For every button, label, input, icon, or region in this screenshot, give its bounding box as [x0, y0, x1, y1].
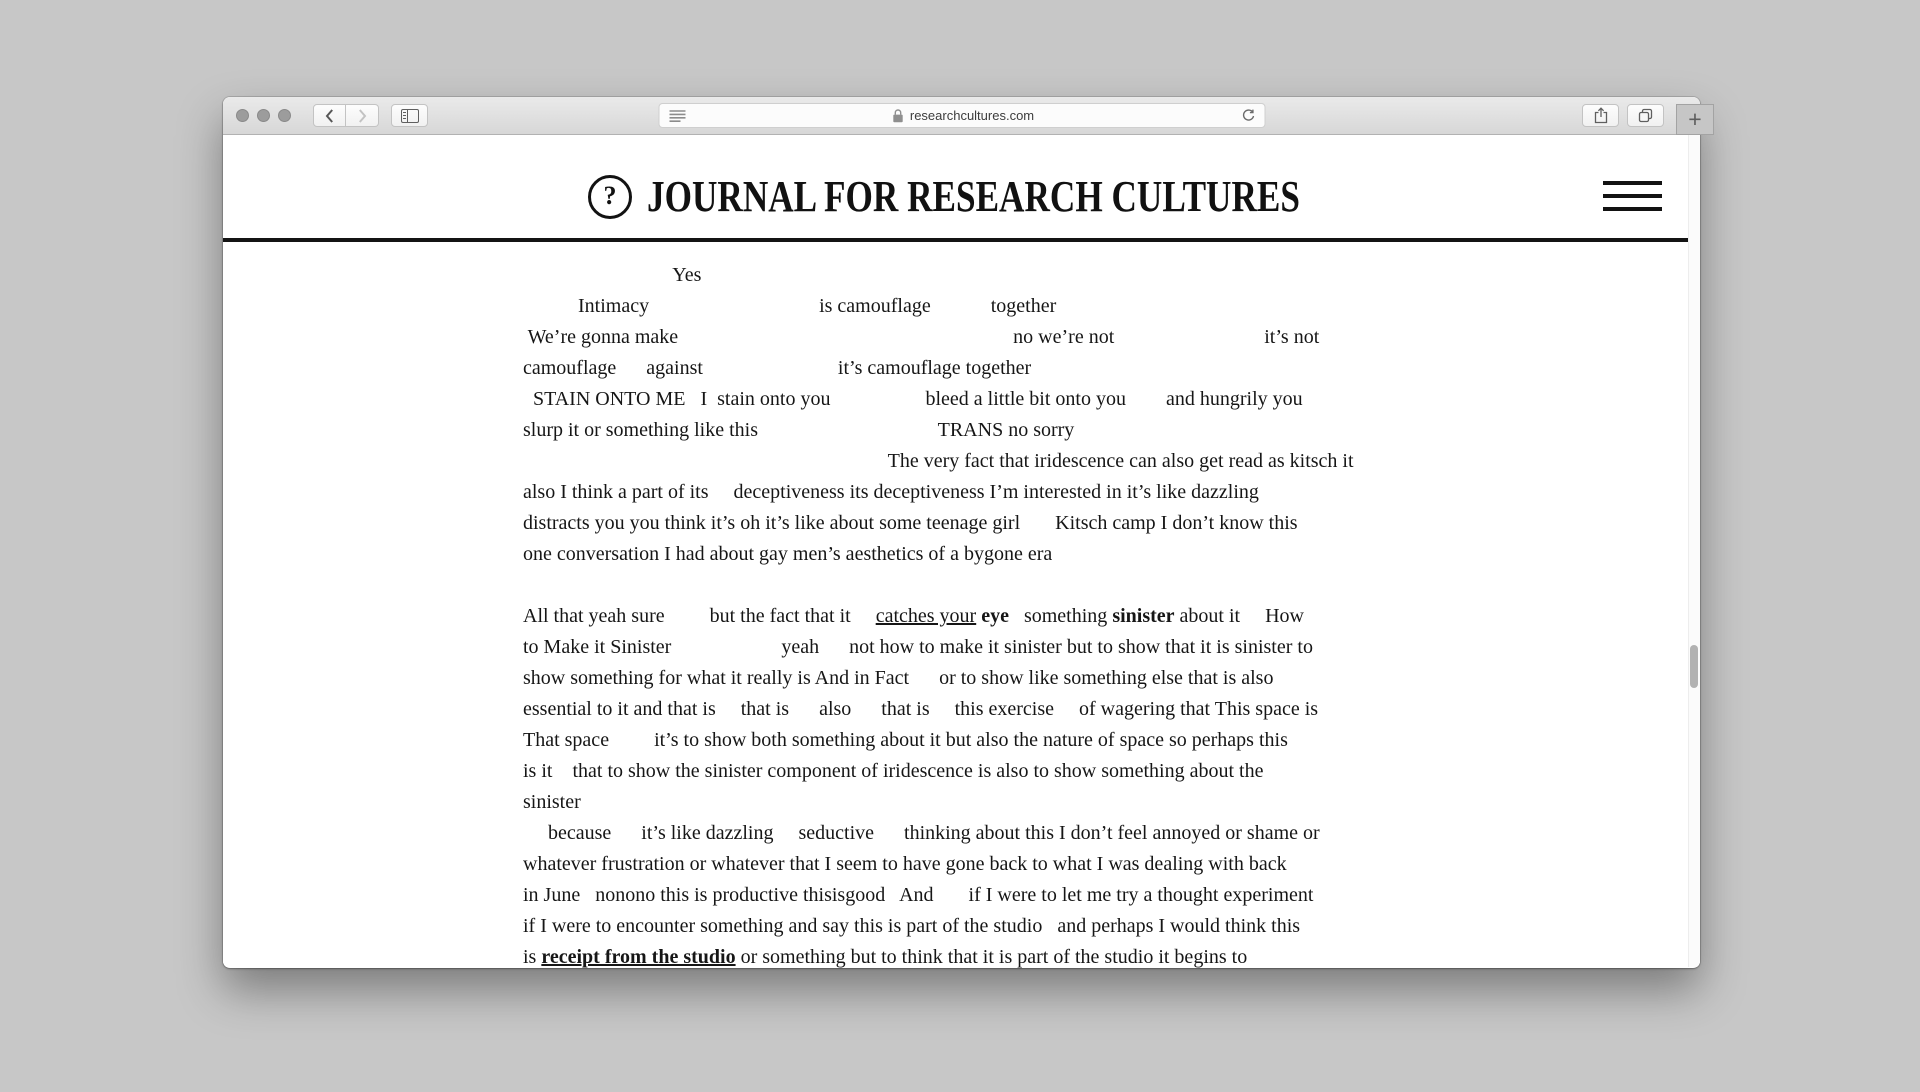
- transcript: [523, 260, 1433, 968]
- chevron-right-icon: [358, 109, 367, 123]
- text-line: [523, 725, 1433, 756]
- text-line: [523, 911, 1433, 942]
- scrollbar-track[interactable]: [1688, 135, 1700, 967]
- menu-button[interactable]: [1603, 181, 1662, 211]
- text-segment: That space it’s to show both something about it but also the nature of space so perhaps this: [523, 729, 1288, 751]
- text-link[interactable]: catches your: [875, 605, 977, 627]
- text-segment: STAIN ONTO ME I stain onto you bleed a little bit onto you and hungrily you: [523, 388, 1303, 410]
- text-segment: to Make it Sinister yeah not how to make it sinister but to show that it is sinister to: [523, 636, 1313, 658]
- text-line: [523, 601, 1433, 632]
- chevron-left-icon: [325, 109, 334, 123]
- text-segment: whatever frustration or whatever that I seem to have gone back to what I was dealing with back: [523, 853, 1287, 875]
- back-button[interactable]: [313, 104, 346, 127]
- web-page: [223, 135, 1700, 967]
- text-line: [523, 322, 1433, 353]
- text-line: [523, 663, 1433, 694]
- text-line: [523, 942, 1433, 968]
- text-line: [523, 849, 1433, 880]
- text-segment: Yes: [523, 264, 702, 286]
- plus-icon: +: [1688, 106, 1702, 132]
- text-segment: distracts you you think it’s oh it’s like about some teenage girl Kitsch camp I don’t know this: [523, 512, 1298, 534]
- tabs-icon: [1638, 108, 1653, 123]
- share-button[interactable]: [1582, 104, 1619, 127]
- text-segment: All that yeah sure but the fact that it: [523, 605, 876, 627]
- sidebar-toggle-button[interactable]: [391, 104, 428, 127]
- scrollbar-thumb[interactable]: [1690, 645, 1698, 688]
- share-icon: [1594, 107, 1608, 124]
- text-segment: Intimacy is camouflage together: [523, 295, 1057, 317]
- header-divider: [223, 238, 1700, 242]
- text-segment: sinister: [1112, 605, 1175, 627]
- text-line: [523, 291, 1433, 322]
- text-line: [523, 787, 1433, 818]
- text-segment: one conversation I had about gay men’s aesthetics of a bygone era: [523, 543, 1053, 565]
- text-segment: is it that to show the sinister component of iridescence is also to show something about the: [523, 760, 1264, 782]
- text-segment: is: [523, 946, 542, 968]
- text-line: [523, 694, 1433, 725]
- text-line: [523, 384, 1433, 415]
- text-segment: The very fact that iridescence can also get read as kitsch it: [523, 450, 1354, 472]
- transcript-paragraph: [523, 260, 1433, 570]
- text-segment: camouflage against it’s camouflage together: [523, 357, 1032, 379]
- text-line: [523, 539, 1433, 570]
- text-segment: about it How: [1174, 605, 1304, 627]
- nav-buttons: [313, 104, 379, 127]
- question-mark-logo: [588, 175, 632, 219]
- toolbar-right-buttons: [1582, 104, 1664, 127]
- window-controls: [236, 109, 291, 122]
- text-segment: essential to it and that is that is also that is this exercise of wagering that This space is: [523, 698, 1319, 720]
- hamburger-icon: [1603, 181, 1662, 185]
- text-line: [523, 880, 1433, 911]
- text-line: [523, 632, 1433, 663]
- text-link[interactable]: receipt from the studio: [541, 946, 736, 968]
- text-segment: eye: [981, 605, 1009, 627]
- text-line: [523, 508, 1433, 539]
- new-tab-button[interactable]: [1676, 104, 1714, 135]
- tab-overview-button[interactable]: [1627, 104, 1664, 127]
- text-line: [523, 260, 1433, 291]
- text-segment: because it’s like dazzling seductive thinking about this I don’t feel annoyed or shame or: [523, 822, 1320, 844]
- text-segment: also I think a part of its deceptiveness its deceptiveness I’m interested in it’s like dazzling: [523, 481, 1259, 503]
- text-segment: show something for what it really is And in Fact or to show like something else that is also: [523, 667, 1274, 689]
- site-brand[interactable]: [588, 171, 1463, 222]
- reload-icon[interactable]: [1241, 109, 1255, 123]
- text-segment: sinister: [523, 791, 581, 813]
- text-segment: or something but to think that it is part of the studio it begins to: [735, 946, 1248, 968]
- minimize-window-button[interactable]: [257, 109, 270, 122]
- zoom-window-button[interactable]: [278, 109, 291, 122]
- browser-window: [223, 97, 1700, 968]
- close-window-button[interactable]: [236, 109, 249, 122]
- text-line: [523, 756, 1433, 787]
- text-segment: if I were to encounter something and say this is part of the studio and perhaps I would think this: [523, 915, 1301, 937]
- url-display: [686, 108, 1241, 123]
- forward-button[interactable]: [346, 104, 379, 127]
- transcript-paragraph: [523, 601, 1433, 968]
- text-line: [523, 415, 1433, 446]
- url-text: researchcultures.com: [909, 108, 1035, 123]
- lock-icon: [893, 109, 904, 123]
- browser-toolbar: [223, 97, 1700, 135]
- text-segment: We’re gonna make no we’re not it’s not: [523, 326, 1320, 348]
- text-line: [523, 446, 1433, 477]
- text-line: [523, 353, 1433, 384]
- text-line: [523, 477, 1433, 508]
- text-line: [523, 818, 1433, 849]
- logo-glyph: ?: [603, 181, 617, 210]
- text-segment: slurp it or something like this TRANS no sorry: [523, 419, 1075, 441]
- reader-icon[interactable]: [668, 109, 686, 123]
- sidebar-icon: [401, 109, 419, 123]
- address-bar[interactable]: [658, 103, 1265, 128]
- text-segment: in June nonono this is productive thisisgood And if I were to let me try a thought experiment: [523, 884, 1314, 906]
- text-segment: something: [1008, 605, 1113, 627]
- site-title: JOURNAL FOR RESEARCH CULTURES: [647, 172, 1300, 221]
